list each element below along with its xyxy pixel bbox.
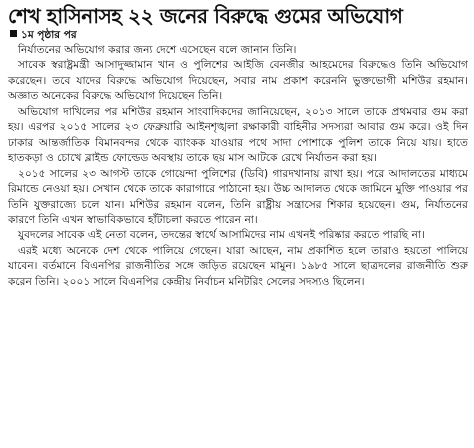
square-bullet-icon [10,30,17,37]
article-body [8,43,468,290]
continued-from-label: ১ম পৃষ্ঠার পর [21,29,77,41]
article-paragraph: নির্যাতনের অভিযোগ করার জন্য দেশে এসেছেন বলে জানান তিনি। [18,44,297,56]
article-paragraph: সাবেক স্বরাষ্ট্রমন্ত্রী আসাদুজ্জামান খান ও পুলিশের আইজি বেনজীর আহমেদের বিরুদ্ধেও তিনি অভিযোগ করেছেন। তবে যাদের বিরুদ্ধে অভিযোগ দিয়েছেন, সবার নাম প্রকাশ করেননি ভুক্তভোগী মশিউর রহমান। অজ্ঞাত অনেকের বিরুদ্ধে অভিযোগ দিয়েছেন তিনি। [8,59,468,103]
article-paragraph: এরই মধ্যে অনেকে দেশ থেকে পালিয়ে গেছেন। যারা আছেন, নাম প্রকাশিত হলে তারাও হয়তো পালিয়ে যাবেন। বর্তমানে বিএনপির রাজনীতির সঙ্গে জড়িত রয়েছেন মামুন। ১৯৮৫ সালে ছাত্রদলের রাজনীতি শুরু করেন তিনি। ২০০১ সালে বিএনপির কেন্দ্রীয় নির্বাচন মনিটরিং সেলের সদস্যও ছিলেন। [8,244,468,288]
continued-from-line [8,29,468,42]
article-paragraph: যুবদলের সাবেক এই নেতা বলেন, তদন্তের স্বার্থে আসামিদের নাম এখনই পরিষ্কার করতে পারছি না। [18,229,425,242]
article-paragraph: অভিযোগ দাখিলের পর মশিউর রহমান সাংবাদিকদের জানিয়েছেন, ২০১৩ সালে তাকে প্রথমবার গুম করা হয়। এরপর ২০১৫ সালের ২৩ ফেব্রুয়ারি আইনশৃঙ্খলা রক্ষাকারী বাহিনীর সদস্যরা আবার গুম করে। ওই দিন ঢাকার আন্তর্জাতিক বিমানবন্দর থেকে ব্যাংকক যাওয়ার পথে সাদা পোশাকে পুলিশ তাকে নিয়ে যায়। হাতে হাতকড়া ও চোখে ব্লাইন্ড ফোল্ডেড অবস্থায় তাকে ছয় মাস আটকে রেখে নির্যাতন করা হয়। [8,105,468,165]
headline: শেখ হাসিনাসহ ২২ জনের বিরুদ্ধে গুমের অভিযোগ [8,4,403,28]
article-paragraph: ২০১৫ সালের ২৩ আগস্ট তাকে গোয়েন্দা পুলিশের (ডিবি) গারদখানায় রাখা হয়। পরে আদালতের মাধ্যমে রিমান্ডে নেওয়া হয়। সেখান থেকে তাকে কারাগারে পাঠানো হয়। উচ্চ আদালত থেকে জামিনে মুক্তি পাওয়ার পর তিনি যুক্তরাজ্যে চলে যান। মশিউর রহমান বলেন, তিনি রাষ্ট্রীয় সন্ত্রাসের শিকার হয়েছেন। গুম, নির্যাতনের কারণে তিনি এখন স্বাভাবিকভাবে হাঁটাচলা করতে পারেন না। [8,167,468,226]
